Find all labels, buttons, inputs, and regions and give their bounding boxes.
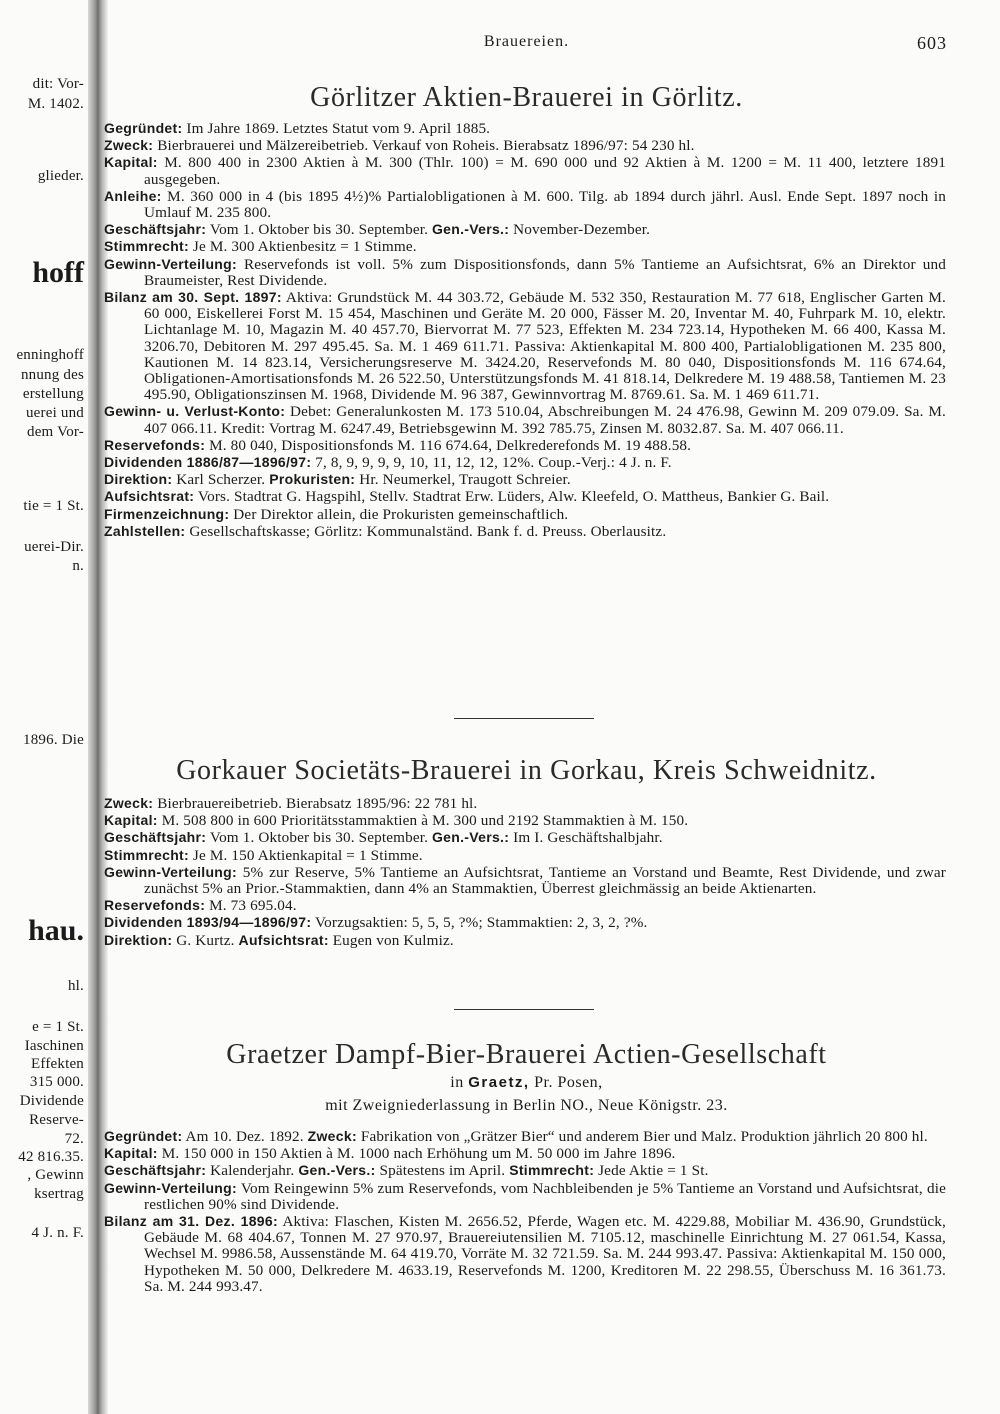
entry-text: Bierbrauerei und Mälzereibetrieb. Verkauf von Roheis. Bierabsatz 1896/97: 54 230 hl.: [153, 137, 695, 155]
entry-paragraph: [104, 437, 946, 454]
entry-key: Gewinn-Verteilung:: [104, 255, 237, 272]
entry-key: Bilanz am 31. Dez. 1896:: [104, 1213, 278, 1230]
entry-key: Direktion:: [104, 471, 173, 488]
margin-fragment: 315 000.: [29, 1074, 84, 1090]
margin-fragment: dem Vor-: [27, 424, 84, 440]
entry-paragraph: [104, 488, 946, 505]
entry-key: Zweck:: [307, 1128, 357, 1144]
entry-paragraph: [104, 120, 946, 137]
entry-key: Aufsichtsrat:: [104, 488, 195, 505]
entry-text: Reservefonds ist voll. 5% zum Dispositionsfonds, dann 5% Tantieme an Aufsichtsrat, 6% an Direktor und Braumeister, Rest Dividende.: [144, 255, 946, 289]
entry-text: Karl Scherzer.: [172, 471, 270, 489]
section-divider: [454, 718, 594, 719]
entry-text: Aktiva: Grundstück M. 44 303.72, Gebäude M. 532 350, Restauration M. 77 618, Englischer Garten M. 60 000, Eiskellerei Forst M. 15 454, Maschinen und Geräte M. 20 000, Fässer M. 20, Inventar M. 40, Fuhrpark M. 10, elektr. Lichtanlage M. 10, Magazin M. 40 457.70, Biervorrat M. 77 523, Effekten M. 234 723.14, Hypotheken M. 66 400, Kassa M. 3206.70, Debitoren M. 297 495.45. Sa. M. 1 469 611.71. Passiva: Aktienkapital M. 800 400, Partialobligationen M. 235 800, Kautionen M. 14 823.14, Versicherungsreserve M. 3424.20, Reservefonds M. 80 040, Dispositionsfonds M. 116 674.64, Obligationen-Amortisationsfonds M. 26 522.50, Unterstützungsfonds M. 41 818.14, Delkredere M. 19 488.58, Tantiemen M. 23 495.90, Obligationszinsen M. 1968, Dividende M. 96 387, Gewinnvortrag M. 8769.61. Sa. M. 1 469 611.71.: [144, 289, 946, 404]
entry-paragraph: [104, 256, 946, 289]
entry-key: Geschäftsjahr:: [104, 1162, 207, 1179]
entry-text: Vom 1. Oktober bis 30. September.: [206, 221, 432, 239]
entry-key: Gen.-Vers.:: [298, 1162, 376, 1179]
entry-paragraph: [104, 914, 946, 931]
entry-paragraph: [104, 154, 946, 187]
entry-text: Fabrikation von „Grätzer Bier“ und anderem Bier und Malz. Produktion jährlich 20 800 hl.: [356, 1128, 928, 1145]
entry-key: Gewinn-Verteilung:: [104, 1179, 237, 1196]
margin-fragment: Iaschinen: [24, 1038, 84, 1054]
entry-paragraph: [104, 897, 946, 914]
entry-key: Gewinn- u. Verlust-Konto:: [104, 403, 286, 420]
entry-key: Gen.-Vers.:: [431, 221, 510, 238]
entry-key: Geschäftsjahr:: [104, 221, 207, 238]
entry-text: Aktiva: Flaschen, Kisten M. 2656.52, Pferde, Wagen etc. M. 4229.88, Mobiliar M. 436.90, Grundstück, Gebäude M. 68 404.67, Tonnen M. 27 970.97, Brauereiutensilien M. 7105.12, maschinelle Einrichtung M. 27 061.54, Kassa, Wechsel M. 9986.58, Aussenstände M. 64 419.70, Vorräte M. 32 721.59. Sa. M. 244 993.47. Passiva: Aktienkapital M. 150 000, Hypotheken M. 50 000, Delkredere M. 4633.19, Reservefonds M. 1200, Kreditoren M. 22 298.55, Überschuss M. 16 361.73. Sa. M. 244 993.47.: [144, 1213, 946, 1295]
company-entries: [104, 120, 946, 540]
entry-text: Vors. Stadtrat G. Hagspihl, Stellv. Stadtrat Erw. Lüders, Alw. Kleefeld, O. Mattheus, Bankier G. Bail.: [194, 488, 830, 506]
entry-paragraph: [104, 523, 946, 540]
entry-text: Debet: Generalunkosten M. 173 510.04, Abschreibungen M. 24 476.98, Gewinn M. 209 079.09. Sa. M. 407 066.11. Kredit: Vortrag M. 6247.49, Betriebsgewinn M. 392 785.75, Zinsen M. 8032.87. Sa. M. 407 066.11.: [144, 403, 946, 437]
margin-fragment: hoff: [32, 256, 84, 289]
entry-paragraph: [104, 238, 946, 255]
location-place: Graetz,: [468, 1074, 530, 1091]
entry-paragraph: [104, 847, 946, 864]
entry-text: Hr. Neumerkel, Traugott Schreier.: [355, 471, 571, 489]
margin-fragment: nnung des: [20, 367, 84, 383]
entry-text: Bierbrauereibetrieb. Bierabsatz 1895/96: 22 781 hl.: [153, 795, 478, 812]
location-prefix: in: [450, 1074, 469, 1091]
entry-text: 5% zur Reserve, 5% Tantieme an Aufsichtsrat, Tantieme an Vorstand und Beamte, Rest Dividende, und zwar zunächst 5% an Prior.-Stammaktien, dann 4% an Stammaktien, Überrest gleichmässig an beide Aktienarten.: [144, 863, 946, 898]
entry-key: Direktion:: [104, 931, 173, 948]
company-entries: [104, 795, 946, 949]
entry-paragraph: [104, 506, 946, 523]
margin-fragment: dit: Vor-: [32, 76, 84, 92]
left-page-margin: [0, 0, 90, 1414]
entry-key: Gegründet:: [104, 120, 183, 136]
entry-paragraph: [104, 795, 946, 812]
entry-key: Gen.-Vers.:: [431, 829, 510, 846]
entry-text: M. 150 000 in 150 Aktien à M. 1000 nach Erhöhung um M. 50 000 im Jahre 1896.: [157, 1145, 676, 1163]
entry-text: Vom Reingewinn 5% zum Reservefonds, vom Nachbleibenden je 5% Tantieme an Vorstand und Aufsichtsrat, die restlichen 90% sind Dividende.: [144, 1179, 946, 1213]
margin-fragment: Effekten: [31, 1056, 84, 1072]
entry-paragraph: [104, 829, 946, 846]
entry-key: Gegründet:: [104, 1128, 183, 1144]
entry-key: Gewinn-Verteilung:: [104, 863, 237, 880]
margin-fragment: glieder.: [37, 168, 84, 184]
margin-fragment: n.: [72, 558, 84, 574]
entry-text: Vom 1. Oktober bis 30. September.: [206, 829, 432, 847]
entry-text: Gesellschaftskasse; Görlitz: Kommunalständ. Bank f. d. Preuss. Oberlausitz.: [185, 522, 667, 540]
entry-text: November-Dezember.: [509, 221, 651, 239]
entry-paragraph: [104, 864, 946, 897]
entry-key: Stimmrecht:: [509, 1162, 595, 1179]
entry-key: Kapital:: [104, 154, 158, 171]
entry-text: Kalenderjahr.: [206, 1162, 299, 1180]
entry-paragraph: [104, 403, 946, 436]
entry-text: M. 73 695.04.: [205, 897, 297, 915]
entry-text: Am 10. Dez. 1892.: [182, 1128, 308, 1145]
margin-fragment: 72.: [64, 1131, 84, 1147]
entry-key: Prokuristen:: [269, 471, 356, 488]
entry-text: Eugen von Kulmiz.: [328, 931, 454, 949]
section-divider: [454, 1009, 594, 1010]
margin-fragment: enninghoff: [16, 347, 84, 363]
margin-fragment: 1896. Die: [23, 732, 84, 748]
margin-fragment: ksertrag: [34, 1186, 84, 1202]
entry-text: Jede Aktie = 1 St.: [594, 1162, 709, 1180]
margin-fragment: uerei-Dir.: [24, 539, 84, 555]
margin-fragment: 4 J. n. F.: [31, 1225, 84, 1241]
company-title: Gorkauer Societäts-Brauerei in Gorkau, Kreis Schweidnitz.: [176, 755, 877, 786]
entry-text: M. 508 800 in 600 Prioritätsstammaktien à M. 300 und 2192 Stammaktien à M. 150.: [157, 812, 689, 830]
company-location: [104, 1074, 949, 1092]
margin-fragment: Dividende: [19, 1093, 84, 1109]
entry-text: Je M. 300 Aktienbesitz = 1 Stimme.: [188, 238, 417, 256]
margin-fragment: , Gewinn: [27, 1167, 84, 1183]
margin-fragment: hau.: [28, 914, 84, 947]
entry-key: Zahlstellen:: [104, 522, 186, 539]
entry-paragraph: [104, 188, 946, 221]
page-number: 603: [917, 33, 947, 53]
entry-key: Dividenden 1886/87—1896/97:: [104, 454, 312, 471]
entry-paragraph: [104, 812, 946, 829]
margin-fragment: 42 816.35.: [18, 1149, 84, 1165]
entry-paragraph: [104, 1145, 946, 1162]
margin-fragment: hl.: [67, 978, 84, 994]
company-branch: mit Zweigniederlassung in Berlin NO., Neue Königstr. 23.: [325, 1097, 728, 1114]
company-entries: [104, 1128, 946, 1295]
margin-fragment: uerei und: [25, 405, 84, 421]
entry-paragraph: [104, 932, 946, 949]
entry-text: Im Jahre 1869. Letztes Statut vom 9. April 1885.: [182, 120, 491, 137]
entry-text: Der Direktor allein, die Prokuristen gemeinschaftlich.: [229, 505, 569, 523]
entry-key: Reservefonds:: [104, 897, 206, 914]
entry-text: 7, 8, 9, 9, 9, 9, 10, 11, 12, 12, 12%. Coup.-Verj.: 4 J. n. F.: [311, 454, 672, 472]
company-title: Graetzer Dampf-Bier-Brauerei Actien-Gesellschaft: [226, 1039, 827, 1070]
entry-key: Firmenzeichnung:: [104, 505, 230, 522]
entry-key: Bilanz am 30. Sept. 1897:: [104, 289, 282, 306]
entry-key: Dividenden 1893/94—1896/97:: [104, 914, 312, 931]
entry-paragraph: [104, 289, 946, 403]
margin-fragment: M. 1402.: [27, 96, 84, 112]
entry-text: M. 800 400 in 2300 Aktien à M. 300 (Thlr. 100) = M. 690 000 und 92 Aktien à M. 1200 = M. 11 400, letztere 1891 ausgegeben.: [144, 154, 946, 188]
margin-fragment: tie = 1 St.: [23, 498, 84, 514]
entry-text: M. 360 000 in 4 (bis 1895 4½)% Partialobligationen à M. 600. Tilg. ab 1894 durch jährl. Ausl. Ende Sept. 1897 noch in Umlauf M. 235 800.: [144, 187, 946, 222]
entry-text: M. 80 040, Dispositionsfonds M. 116 674.64, Delkrederefonds M. 19 488.58.: [205, 436, 692, 454]
entry-key: Zweck:: [104, 137, 154, 154]
entry-key: Reservefonds:: [104, 436, 206, 453]
entry-text: Je M. 150 Aktienkapital = 1 Stimme.: [188, 846, 423, 864]
entry-paragraph: [104, 221, 946, 238]
entry-text: G. Kurtz.: [172, 931, 239, 949]
entry-text: Im I. Geschäftshalbjahr.: [509, 829, 663, 847]
margin-fragment: erstellung: [22, 386, 84, 402]
entry-key: Stimmrecht:: [104, 846, 189, 863]
entry-key: Anleihe:: [104, 187, 162, 204]
entry-key: Geschäftsjahr:: [104, 829, 207, 846]
company-title: Görlitzer Aktien-Brauerei in Görlitz.: [310, 82, 743, 113]
entry-paragraph: [104, 471, 946, 488]
entry-key: Kapital:: [104, 812, 158, 829]
entry-key: Zweck:: [104, 795, 154, 811]
entry-key: Aufsichtsrat:: [238, 931, 329, 948]
entry-paragraph: [104, 1180, 946, 1213]
entry-text: Vorzugsaktien: 5, 5, 5, ?%; Stammaktien: 2, 3, 2, ?%.: [311, 914, 648, 932]
running-header: Brauereien.: [483, 33, 570, 50]
entry-key: Kapital:: [104, 1145, 158, 1162]
entry-paragraph: [104, 454, 946, 471]
location-suffix: Pr. Posen,: [529, 1074, 603, 1091]
margin-fragment: e = 1 St.: [32, 1019, 84, 1035]
entry-key: Stimmrecht:: [104, 238, 189, 255]
entry-paragraph: [104, 1162, 946, 1179]
entry-paragraph: [104, 137, 946, 154]
entry-text: Spätestens im April.: [375, 1162, 510, 1180]
entry-paragraph: [104, 1128, 946, 1145]
entry-paragraph: [104, 1213, 946, 1295]
margin-fragment: Reserve-: [29, 1112, 84, 1128]
